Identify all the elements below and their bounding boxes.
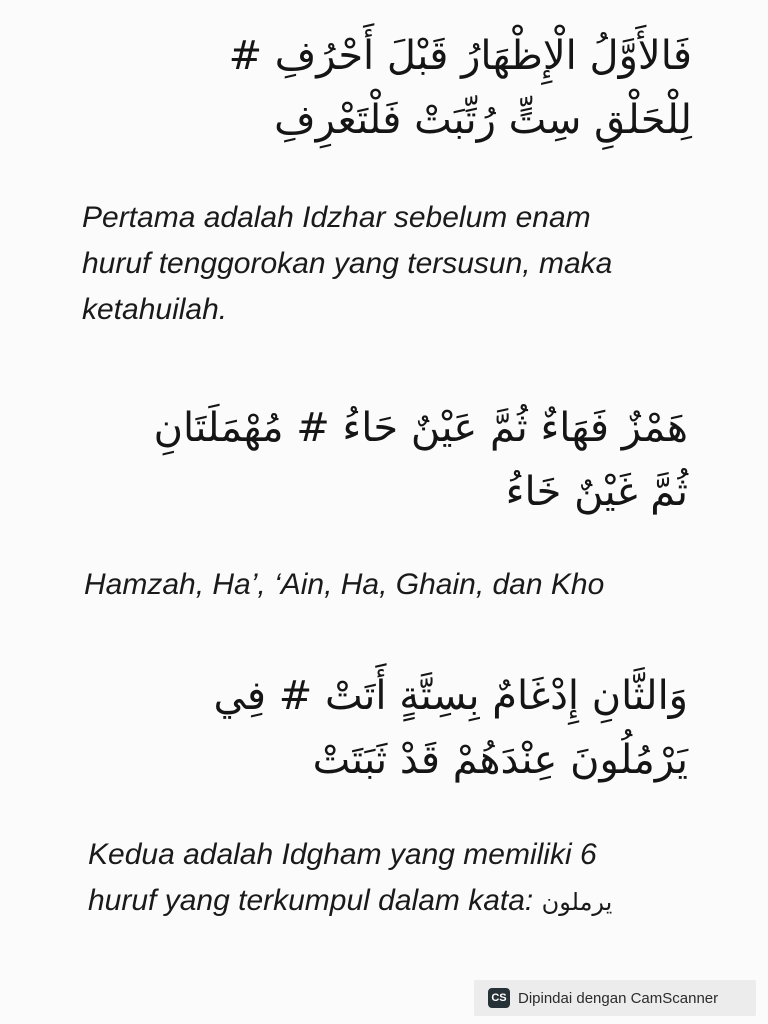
verse-2-translation-line-1: Hamzah, Ha’, ‘Ain, Ha, Ghain, dan Kho	[84, 568, 605, 601]
camscanner-logo-icon: CS	[488, 988, 510, 1008]
verse-3-translation-line-2	[88, 878, 612, 925]
verse-1-arabic	[229, 24, 692, 152]
verse-1-arabic-line-1: فَالأَوَّلُ الْإِظْهَارُ قَبْلَ أَحْرُفِ #	[228, 33, 692, 79]
verse-1-translation-line-2: huruf tenggorokan yang tersusun, maka	[82, 247, 613, 280]
verse-2-arabic-line-2: ثُمَّ غَيْنٌ خَاءُ	[505, 469, 688, 515]
verse-2-arabic-line-1: هَمْزٌ فَهَاءٌ ثُمَّ عَيْنٌ حَاءُ # مُهْمَلَتَانِ	[153, 405, 688, 451]
verse-3-arabic	[214, 664, 688, 792]
verse-3-translation-arabic-word: يرملون	[541, 888, 613, 916]
verse-2-translation	[84, 562, 604, 608]
verse-3-translation-line-2-text: huruf yang terkumpul dalam kata:	[88, 884, 534, 917]
verse-3-arabic-line-1: وَالثَّانِ إِدْغَامٌ بِسِتَّةٍ أَتَتْ # فِي	[213, 673, 688, 719]
verse-2-arabic	[154, 396, 688, 524]
verse-1-translation-line-3: ketahuilah.	[82, 293, 228, 326]
verse-1-translation-line-1: Pertama adalah Idzhar sebelum enam	[82, 201, 591, 234]
verse-3-arabic-line-2: يَرْمُلُونَ عِنْدَهُمْ قَدْ ثَبَتَتْ	[312, 737, 688, 783]
camscanner-badge	[474, 980, 756, 1016]
verse-3-translation-line-1: Kedua adalah Idgham yang memiliki 6	[88, 838, 597, 871]
verse-1-arabic-line-2: لِلْحَلْقِ سِتٍّ رُتِّبَتْ فَلْتَعْرِفِ	[274, 97, 692, 143]
camscanner-badge-text: Dipindai dengan CamScanner	[518, 989, 719, 1007]
verse-3-translation	[88, 832, 612, 925]
verse-1-translation	[82, 195, 612, 333]
